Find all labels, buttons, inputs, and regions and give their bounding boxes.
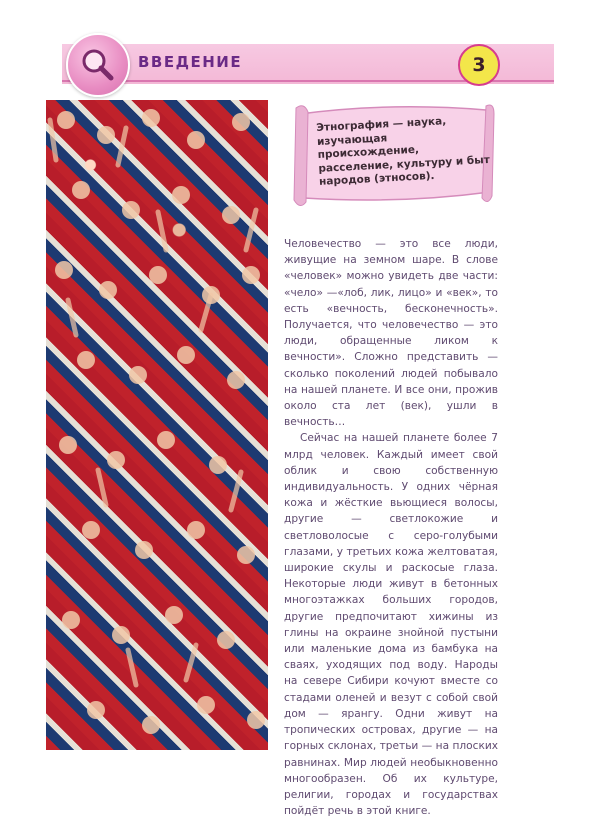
magnifier-icon [66, 33, 130, 97]
definition-text: Этнография — наука, изучающая происхождение, расселение, культуру и быт народов (этносов). [316, 115, 491, 188]
body-paragraph-1: Человечество — это все люди, живущие на земном шаре. В слове «человек» можно увидеть две части: «чело» —«лоб, лик, лицо» и «век», то есть «вечность, бесконечность». Получается, что человечество — это люди, обращенные ликом к вечности». Сложно представить — сколько поколений людей побывало на нашей планете. И все они, прожив около ста лет (век), ушли в вечность… [284, 238, 498, 429]
section-title: ВВЕДЕНИЕ [138, 53, 243, 71]
crowd-photo [46, 100, 268, 750]
page-number-badge: 3 [458, 44, 500, 86]
body-paragraph-2: Сейчас на нашей планете более 7 млрд человек. Каждый имеет свой облик и свою собственную индивидуальность. У одних чёрная кожа и жёсткие вьющиеся волосы, другие — светлокожие и светловолосые с серо-голубыми глазами, у третьих кожа желтоватая, широкие скулы и раскосые глаза. Некоторые люди живут в бетонных многоэтажках больших городов, другие предпочитают хижины из глины на окраине знойной пустыни или маленькие дома из бамбука на сваях, уходящих под воду. Народы на севере Сибири кочуют вместе со стадами оленей и везут с собой свой дом — ярангу. Одни живут на тропических островах, другие — на горных склонах, третьи — на плоских равнинах. Мир людей необыкновенно многообразен. Об их культуре, религии, городах и государствах пойдёт речь в этой книге. [284, 432, 498, 818]
body-text [284, 236, 498, 819]
page-header [0, 0, 600, 90]
